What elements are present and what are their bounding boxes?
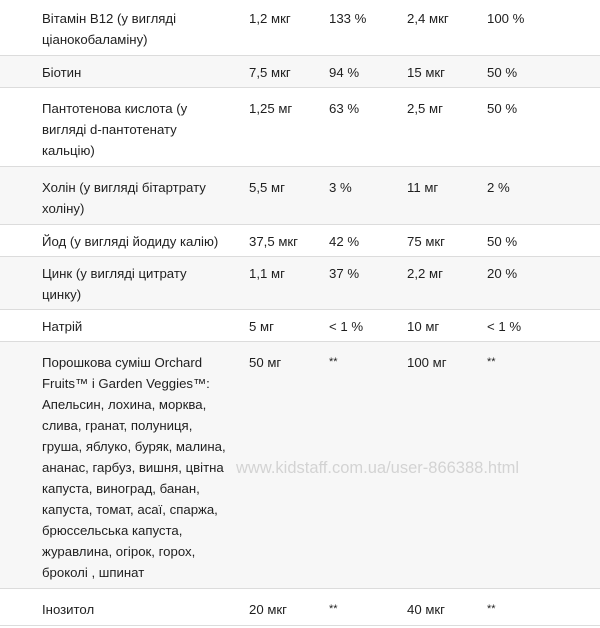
amount-per-two-servings: 11 мг (394, 167, 474, 225)
daily-value-percent-two: 50 % (474, 56, 600, 88)
daily-value-percent-two: 20 % (474, 257, 600, 310)
table-row (0, 225, 600, 257)
nutrient-name: Холін (у вигляді бітартрату холіну) (0, 167, 236, 225)
daily-value-percent-two: 50 % (474, 225, 600, 257)
amount-per-serving: 1,2 мкг (236, 0, 316, 56)
nutrient-name: Пантотенова кислота (у вигляді d-пантотенату кальцію) (0, 88, 236, 167)
amount-per-serving: 37,5 мкг (236, 225, 316, 257)
daily-value-percent-two: 100 % (474, 0, 600, 56)
amount-per-serving: 5,5 мг (236, 167, 316, 225)
daily-value-percent: < 1 % (316, 310, 394, 342)
table-row (0, 56, 600, 88)
daily-value-percent: 63 % (316, 88, 394, 167)
daily-value-percent: ** (316, 589, 394, 626)
amount-per-serving: 5 мг (236, 310, 316, 342)
nutrient-name: Інозитол (0, 589, 236, 626)
table-row (0, 257, 600, 310)
table-row (0, 88, 600, 167)
daily-value-percent-two: ** (474, 342, 600, 589)
amount-per-serving: 20 мкг (236, 589, 316, 626)
amount-per-two-servings: 2,4 мкг (394, 0, 474, 56)
daily-value-percent-two: ** (474, 589, 600, 626)
amount-per-two-servings: 2,5 мг (394, 88, 474, 167)
amount-per-two-servings: 75 мкг (394, 225, 474, 257)
nutrient-name: Цинк (у вигляді цитрату цинку) (0, 257, 236, 310)
amount-per-two-servings: 10 мг (394, 310, 474, 342)
amount-per-two-servings: 15 мкг (394, 56, 474, 88)
amount-per-serving: 1,1 мг (236, 257, 316, 310)
table-row (0, 310, 600, 342)
daily-value-percent-two: < 1 % (474, 310, 600, 342)
daily-value-percent: ** (316, 342, 394, 589)
amount-per-two-servings: 2,2 мг (394, 257, 474, 310)
nutrient-name: Вітамін B12 (у вигляді ціанокобаламіну) (0, 0, 236, 56)
daily-value-percent: 94 % (316, 56, 394, 88)
daily-value-percent: 133 % (316, 0, 394, 56)
table-row (0, 0, 600, 56)
daily-value-percent-two: 50 % (474, 88, 600, 167)
nutrient-name: Натрій (0, 310, 236, 342)
daily-value-percent: 37 % (316, 257, 394, 310)
amount-per-two-servings: 40 мкг (394, 589, 474, 626)
amount-per-serving: 1,25 мг (236, 88, 316, 167)
amount-per-serving: 50 мг (236, 342, 316, 589)
table-row (0, 342, 600, 589)
daily-value-percent: 42 % (316, 225, 394, 257)
nutrient-name: Йод (у вигляді йодиду калію) (0, 225, 236, 257)
table-row (0, 589, 600, 626)
watermark-text: www.kidstaff.com.ua/user-866388.html (236, 459, 520, 477)
nutrient-name: Біотин (0, 56, 236, 88)
amount-per-two-servings: 100 мг (394, 342, 474, 589)
nutrient-name: Порошкова суміш Orchard Fruits™ і Garden Veggies™: Апельсин, лохина, морква, слива, гранат, полуниця, груша, яблуко, буряк, малина, ананас, гарбуз, вишня, цвітна капуста, виноград, банан, капуста, томат, асаї, спаржа, брюссельська капуста, журавлина, огірок, горох, броколі , шпинат (0, 342, 236, 589)
daily-value-percent-two: 2 % (474, 167, 600, 225)
table-row (0, 167, 600, 225)
amount-per-serving: 7,5 мкг (236, 56, 316, 88)
daily-value-percent: 3 % (316, 167, 394, 225)
